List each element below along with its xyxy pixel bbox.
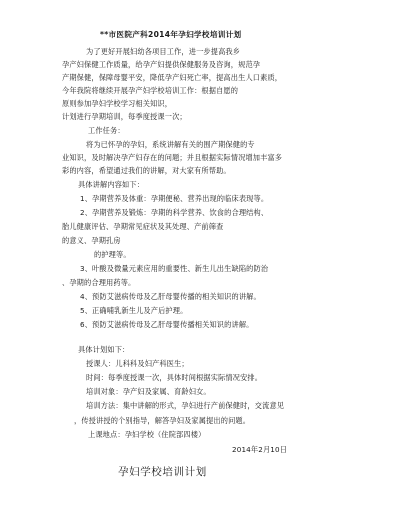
schedule-item: 培训对象：孕产妇及家属、育龄妇女。	[86, 387, 211, 396]
intro-line: 原则参加孕妇学校学习相关知识，	[62, 99, 173, 108]
document-date: 2014年2月10日	[232, 445, 288, 454]
closing-line: ，传授讲授的个别指导，解答孕妇及家属提出的问题。	[74, 416, 251, 425]
document-title: **市医院产科2014年孕妇学校培训计划	[100, 30, 242, 39]
content-item: 3、叶酸及微量元素应用的重要性、新生儿出生缺陷的防治	[80, 264, 269, 273]
content-item: 1、孕期营养及体重：孕期便秘、营养出现的临床表现等。	[80, 194, 269, 203]
goal-line: 将为已怀孕的孕妇，系统讲解有关的围产期保健的专	[86, 140, 255, 149]
intro-line: 计划进行孕期培训，每季度授课一次；	[62, 112, 187, 121]
content-item: 的意义、孕期孔房	[62, 236, 121, 245]
content-item: 、孕期的合理用药等。	[62, 278, 136, 287]
schedule-item: 授课人：儿科科及妇产科医生；	[86, 359, 189, 368]
section-heading: 具体计划如下：	[78, 345, 130, 354]
intro-line: 为了更好开展妇幼各项目工作，进一步提高我乡	[86, 47, 241, 56]
intro-line: 孕产妇保健工作质量，给孕产妇提供保健服务及咨询，规范孕	[62, 60, 261, 69]
goal-line: 彩的内容，希望通过我们的讲解，对大家有所帮助。	[62, 166, 231, 175]
content-item: 的护理等。	[94, 250, 131, 259]
intro-line: 产期保健，保障母婴平安，降低孕产妇死亡率，提高出生人口素质，	[62, 73, 283, 82]
schedule-item: 时间：每季度授课一次，具体时间根据实际情况安排。	[86, 373, 263, 382]
closing-line: 上课地点：孕妇学校（住院部四楼）	[88, 430, 206, 439]
goal-line: 业知识，及时解决孕产妇存在的问题；并且根据实际情况增加丰富多	[62, 153, 283, 162]
content-item: 6、预防艾滋病传母及乙肝母婴传播相关知识的讲解。	[80, 320, 254, 329]
content-item: 2、孕期营养及锻炼：孕期的科学营养、饮食的合理结构、	[80, 208, 269, 217]
intro-line: 今年我院将继续开展孕产妇学校培训工作：根据自愿的	[62, 86, 239, 95]
schedule-item: 培训方法：集中讲解的形式，孕妇进行产前保健时，交流意见	[86, 401, 285, 410]
section-heading: 工作任务：	[88, 126, 125, 135]
content-item: 4、预防艾滋病传母及乙肝母婴传播的相关知识的讲解。	[80, 292, 261, 301]
content-item: 胎儿健康评估、孕期常见症状及其处理、产前筛查	[62, 222, 224, 231]
footer-title: 孕妇学校培训计划	[118, 466, 207, 478]
content-item: 5、正确哺乳新生儿及产后护理。	[80, 306, 188, 315]
section-heading: 具体讲解内容如下：	[78, 180, 145, 189]
